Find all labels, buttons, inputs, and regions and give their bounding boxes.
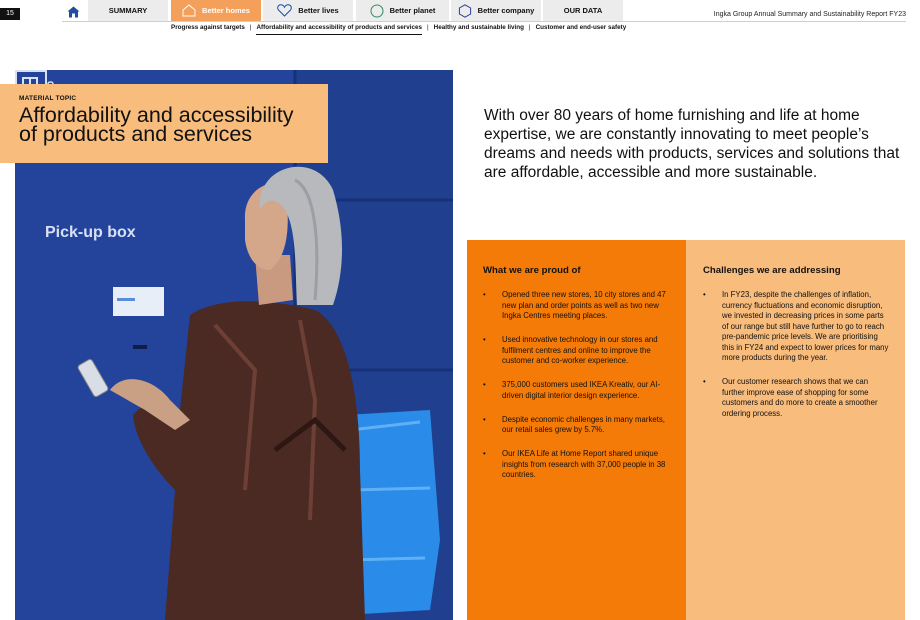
hexagon-outline-icon xyxy=(458,4,472,18)
list-item: • Our IKEA Life at Home Report shared unique insights from research with 37,000 people in 38 countries. xyxy=(483,449,670,481)
report-title: Ingka Group Annual Summary and Sustainability Report FY23 xyxy=(713,11,906,18)
list-item: • Despite economic challenges in many markets, our retail sales grew by 5.7%. xyxy=(483,415,670,436)
home-icon xyxy=(67,6,80,18)
tab-summary-label: SUMMARY xyxy=(108,6,148,15)
house-outline-icon xyxy=(182,4,196,17)
challenges-heading: Challenges we are addressing xyxy=(703,265,841,276)
subnav-customer-safety[interactable]: Customer and end-user safety xyxy=(535,24,627,31)
tab-better-homes-label: Better homes xyxy=(202,6,250,15)
tab-summary[interactable] xyxy=(88,0,168,21)
tab-better-lives[interactable] xyxy=(263,0,353,21)
tab-better-company[interactable] xyxy=(451,0,541,21)
proud-list xyxy=(483,290,670,481)
proud-panel xyxy=(467,240,686,620)
intro-paragraph: With over 80 years of home furnishing and life at home expertise, we are constantly innovating to meet people’s dreams and needs with products, services and solutions that are affordable, accessible and more sustainable. xyxy=(484,107,900,181)
tab-our-data-label: OUR DATA xyxy=(563,6,603,15)
list-item: • 375,000 customers used IKEA Kreativ, our AI-driven digital interior design experience. xyxy=(483,380,670,401)
list-item: • Opened three new stores, 10 city stores and 47 new plan and order points as well as two new Ingka Centres meeting places. xyxy=(483,290,670,322)
tab-our-data[interactable] xyxy=(543,0,623,21)
topic-kicker: MATERIAL TOPIC xyxy=(19,95,77,102)
tab-better-homes[interactable] xyxy=(171,0,261,21)
heart-outline-icon xyxy=(277,4,292,17)
pickup-box-sign: Pick-up box xyxy=(45,224,136,241)
circle-outline-icon xyxy=(370,4,384,18)
subnav-progress[interactable]: Progress against targets xyxy=(171,24,245,31)
list-item: • Used innovative technology in our stores and fulfilment centres and online to improve the customer and co-worker experience. xyxy=(483,335,670,367)
proud-heading: What we are proud of xyxy=(483,265,581,276)
subnav-separator: | xyxy=(427,24,429,31)
topic-title-line-1: Affordability and accessibility xyxy=(19,103,294,127)
list-item: • Our customer research shows that we can further improve ease of shopping for some customers and do more to create a smoother ordering process. xyxy=(703,377,889,419)
subnav-separator: | xyxy=(249,24,252,31)
home-button[interactable] xyxy=(62,2,84,22)
tab-better-company-label: Better company xyxy=(477,6,535,15)
material-topic-box xyxy=(0,84,328,163)
subnav-healthy-living[interactable]: Healthy and sustainable living xyxy=(433,24,524,31)
tab-better-planet-label: Better planet xyxy=(389,6,436,15)
list-item: • In FY23, despite the challenges of inflation, currency fluctuations and economic disruption, we invested in decreasing prices in some parts of our range but still have further to go to reach pre-pandemic price levels. We are prioritising this in FY24 and expect to lower prices for many more products during the year. xyxy=(703,290,889,364)
sub-navigation xyxy=(171,24,626,35)
challenges-list xyxy=(703,290,889,419)
tab-better-lives-label: Better lives xyxy=(298,6,339,15)
topic-title-line-2: of products and services xyxy=(19,122,253,146)
challenges-panel xyxy=(686,240,905,620)
nav-divider xyxy=(62,21,906,22)
subnav-affordability[interactable]: Affordability and accessibility of products and services xyxy=(256,24,422,35)
subnav-separator: | xyxy=(528,24,531,31)
page-number: 15 xyxy=(0,8,20,20)
topic-title xyxy=(19,103,328,146)
tab-better-planet[interactable] xyxy=(356,0,449,21)
